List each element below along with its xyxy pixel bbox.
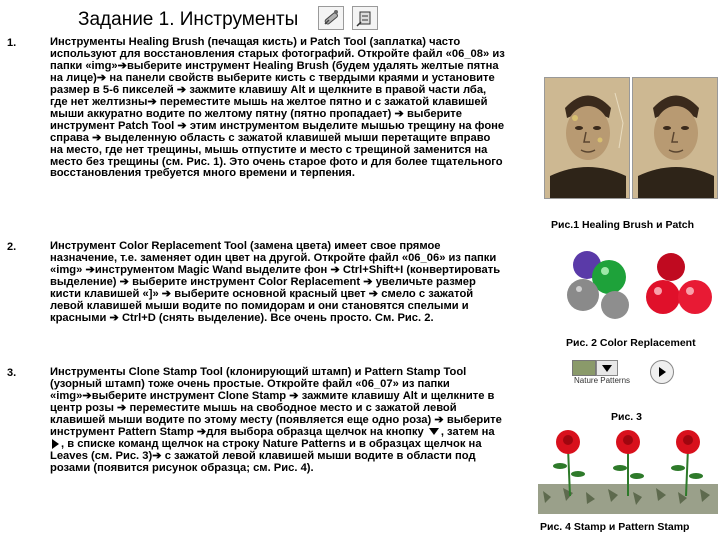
arrow-right-icon: ➔ <box>177 119 187 132</box>
arrow-right-icon: ➔ <box>176 83 187 96</box>
item-text-segment: зажмите клавишу Alt и щелкните в центр розы <box>50 389 495 414</box>
item-text-segment: смело с зажатой левой клавишей мыши водите по помидорам и они становятся спелыми и красными <box>50 287 474 324</box>
item-text-segment: выберите инструмент Color Replacement <box>132 275 361 288</box>
nature-patterns-label: Nature Patterns <box>574 376 631 385</box>
arrow-right-icon: ➔ <box>289 389 299 402</box>
item-number: 3. <box>7 367 17 379</box>
pattern-swatch <box>572 360 596 376</box>
arrow-right-icon: ➔ <box>119 275 130 288</box>
item-text-segment: для выбора образца щелчок на кнопку <box>206 425 424 438</box>
item-text-segment: , затем на <box>440 425 495 438</box>
item-text-segment: этим инструментом выделите мышью трещину на фоне справа <box>50 119 505 144</box>
arrow-right-icon: ➔ <box>85 263 95 276</box>
arrow-right-icon: ➔ <box>368 287 379 300</box>
arrow-right-icon: ➔ <box>394 107 404 120</box>
triangle-right-icon <box>659 367 666 377</box>
fig2-balls-after <box>645 247 715 321</box>
arrow-right-icon: ➔ <box>117 401 127 414</box>
list-item <box>50 37 506 180</box>
item-text-segment: переместите мышь на свободное место и с зажатой левой клавишей мыши водите по этому месту (появляется еще одно роза) <box>50 401 457 426</box>
arrow-right-icon: ➔ <box>363 275 373 288</box>
triangle-down-icon <box>429 428 439 435</box>
fig4-roses <box>538 426 718 514</box>
fig4-caption: Рис. 4 Stamp и Pattern Stamp <box>540 521 690 533</box>
item-text-segment: с зажатой левой клавишей мыши водите в области под розами (появится рисунок образца; см. Рис. 4). <box>50 449 476 474</box>
arrow-right-icon: ➔ <box>82 389 92 402</box>
fig1-portrait-after <box>632 77 718 199</box>
arrow-right-icon: ➔ <box>109 311 119 324</box>
item-text-segment: выберите инструмент Patch Tool <box>50 107 462 132</box>
item-number: 2. <box>7 241 17 253</box>
patch-tool-icon <box>352 6 378 30</box>
item-text-segment: , в списке команд щелчок на строку Nature Patterns и в образцах щелчок на Leaves (см. Рис. 3) <box>50 437 482 462</box>
fig3-menu-button <box>650 360 674 384</box>
list-item <box>50 367 506 475</box>
item-text-segment: на панели свойств выберите кисть с твердыми краями и установите размер в 5-6 пикселей <box>50 71 495 96</box>
triangle-down-icon <box>602 365 612 372</box>
item-text-segment: выберите инструмент Healing Brush (будем удалять желтые пятна на лице) <box>50 59 499 84</box>
item-text-segment: выберите инструмент Pattern Stamp <box>50 413 502 438</box>
arrow-right-icon: ➔ <box>92 131 102 144</box>
item-text-segment: Инструменты Clone Stamp Tool (клонирующий штамп) и Pattern Stamp Tool (узорный штамп) тоже очень простые. Откройте файл «06_07» из папки «img» <box>50 366 467 402</box>
arrow-right-icon: ➔ <box>147 95 157 108</box>
fig2-caption: Рис. 2 Color Replacement <box>566 337 696 349</box>
arrow-right-icon: ➔ <box>152 449 162 462</box>
pattern-dropdown-button <box>596 360 618 376</box>
triangle-right-icon <box>52 439 59 449</box>
arrow-right-icon: ➔ <box>196 425 207 438</box>
arrow-right-icon: ➔ <box>161 287 172 300</box>
item-text-segment: инструментом Magic Wand выделите фон <box>94 263 328 276</box>
item-text-segment: Ctrl+D (снять выделение). Все очень просто. См. Рис. 2. <box>121 311 434 324</box>
fig1-portrait-before <box>544 77 630 199</box>
item-text-segment: выделенную область с зажатой клавишей мыши перетащите вправо на место, где нет трещины, мышь отпустите и место с трещиной заменится на место без трещины (см. Рис. 1). Это очень старое фото и для более тщательного восстановления требуется много времени и терпения. <box>50 131 503 180</box>
fig1-caption: Рис.1 Healing Brush и Patch <box>551 219 695 231</box>
list-item <box>50 241 506 325</box>
item-text-segment: выберите инструмент Clone Stamp <box>91 389 287 402</box>
item-number: 1. <box>7 37 17 49</box>
item-text-segment: Инструмент Color Replacement Tool (замена цвета) имеет свое прямое назначение, т.е. заменяет один цвет на другой. Откройте файл «06_06» из папки «img» <box>50 240 497 276</box>
arrow-right-icon: ➔ <box>330 263 340 276</box>
item-text-segment: Ctrl+Shift+I (конвертировать выделение) <box>50 263 501 288</box>
healing-brush-icon <box>318 6 344 30</box>
item-text-segment: переместите мышь на желтое пятно и с зажатой клавишей мыши аккуратно водите по желтому пятну (пятно пропадает) <box>50 95 488 120</box>
fig2-balls-before <box>565 247 635 321</box>
arrow-right-icon: ➔ <box>434 413 444 426</box>
item-text-segment: зажмите клавишу Alt и щелкните в правой части лба, где нет желтизны <box>50 83 487 108</box>
item-text-segment: Инструменты Healing Brush (печащая кисть) и Patch Tool (заплатка) часто используют для восстановления старых фотографий. Откройте файл «06_08» из папки «img» <box>50 36 505 72</box>
fig3-caption: Рис. 3 <box>611 411 642 423</box>
page-title: Задание 1. Инструменты <box>78 9 299 30</box>
item-text-segment: увеличьте размер кисти клавишей «]» <box>50 275 476 300</box>
item-text-segment: выберите основной красный цвет <box>174 287 366 300</box>
arrow-right-icon: ➔ <box>117 59 128 72</box>
title-icons <box>318 6 378 30</box>
arrow-right-icon: ➔ <box>96 71 107 84</box>
